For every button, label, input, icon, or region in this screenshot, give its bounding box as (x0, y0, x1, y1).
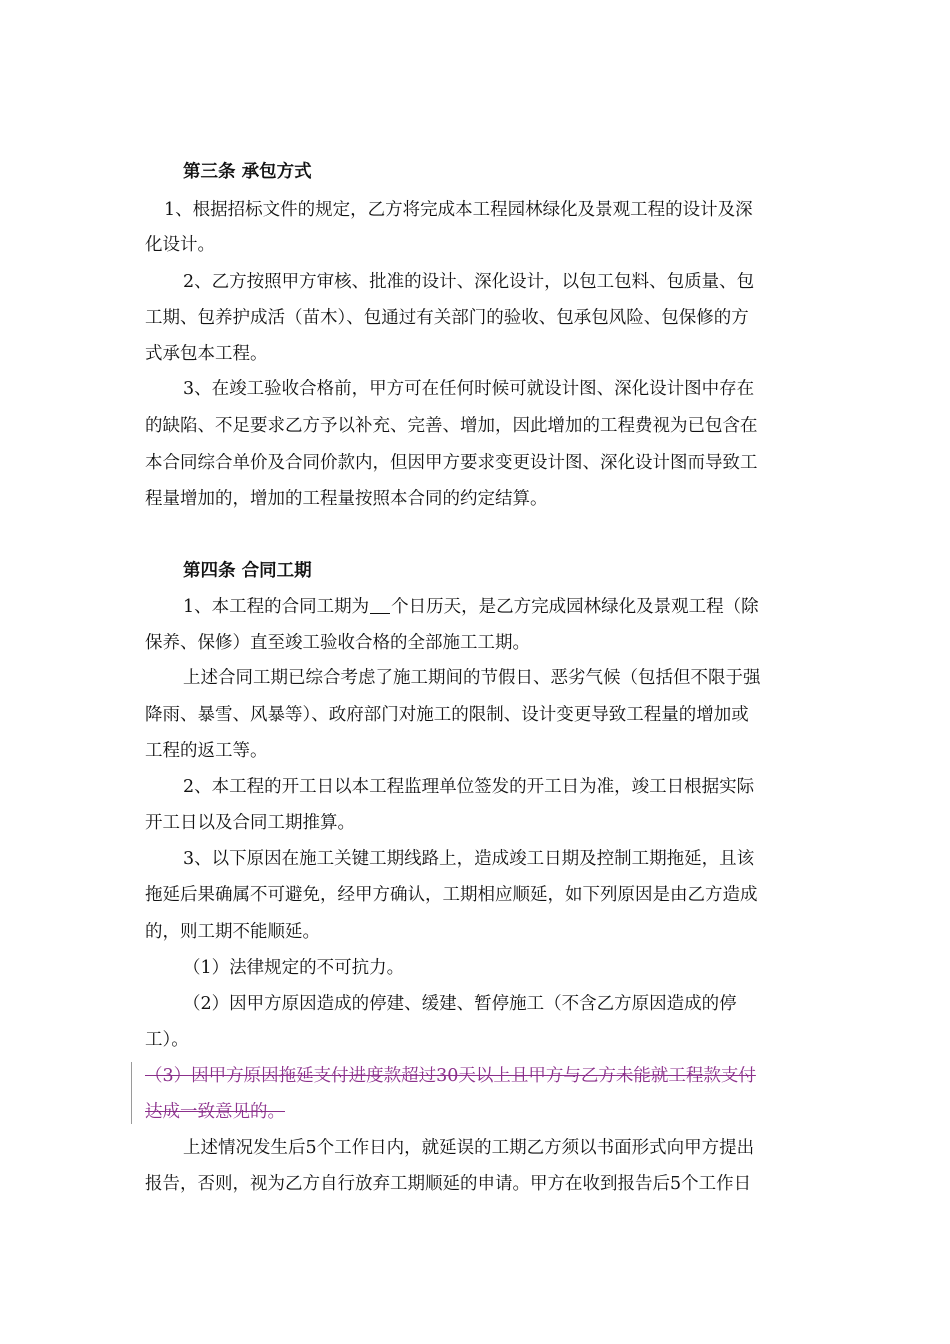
section4-p5-line2: 报告，否则，视为乙方自行放弃工期顺延的申请。甲方在收到报告后5个工作日 (145, 1174, 752, 1194)
section3-p1-line2: 化设计。 (145, 235, 215, 255)
section4-p5-line1: 上述情况发生后5个工作日内，就延误的工期乙方须以书面形式向甲方提出 (183, 1138, 755, 1158)
section4-item3-line2-deleted: 达成一致意见的。 (145, 1102, 285, 1122)
section4-heading: 第四条 合同工期 (183, 561, 312, 581)
section3-heading: 第三条 承包方式 (183, 162, 312, 182)
section4-item1: （1）法律规定的不可抗力。 (183, 958, 405, 978)
section3-p2-line3: 式承包本工程。 (145, 344, 268, 364)
section3-p2-line1: 2、乙方按照甲方审核、批准的设计、深化设计，以包工包料、包质量、包 (183, 272, 755, 292)
section3-p1-line1: 1、根据招标文件的规定，乙方将完成本工程园林绿化及景观工程的设计及深 (164, 200, 753, 220)
section4-p2-line1: 上述合同工期已综合考虑了施工期间的节假日、恶劣气候（包括但不限于强 (183, 668, 761, 688)
section4-p2-line2: 降雨、暴雪、风暴等）、政府部门对施工的限制、设计变更导致工程量的增加或 (145, 705, 749, 725)
section4-item3-line1-deleted: （3）因甲方原因拖延支付进度款超过30天以上且甲方与乙方未能就工程款支付 (145, 1066, 756, 1086)
section3-p3-line4: 程量增加的，增加的工程量按照本合同的约定结算。 (145, 489, 548, 509)
section4-p1-line1-a: 1、本工程的合同工期为 (183, 597, 370, 617)
section4-p3-line2: 开工日以及合同工期推算。 (145, 813, 355, 833)
section4-p1-line1 (183, 594, 950, 620)
section4-p3-line1: 2、本工程的开工日以本工程监理单位签发的开工日为准，竣工日根据实际 (183, 777, 755, 797)
section3-p3-line2: 的缺陷、不足要求乙方予以补充、完善、增加，因此增加的工程费视为已包含在 (145, 416, 758, 436)
section4-p2-line3: 工程的返工等。 (145, 741, 268, 761)
section3-p2-line2: 工期、包养护成活（苗木）、包通过有关部门的验收、包承包风险、包保修的方 (145, 308, 749, 328)
section4-item2-line2: 工）。 (145, 1030, 189, 1050)
section4-item2-line1: （2）因甲方原因造成的停建、缓建、暂停施工（不含乙方原因造成的停 (183, 994, 737, 1014)
section4-p1-line2: 保养、保修）直至竣工验收合格的全部施工工期。 (145, 633, 530, 653)
section3-p3-line3: 本合同综合单价及合同价款内，但因甲方要求变更设计图、深化设计图而导致工 (145, 453, 758, 473)
tracked-change-bar (131, 1062, 132, 1124)
duration-blank (370, 595, 390, 614)
section4-p4-line1: 3、以下原因在施工关键工期线路上，造成竣工日期及控制工期拖延，且该 (183, 849, 755, 869)
section4-p4-line2: 拖延后果确属不可避免，经甲方确认，工期相应顺延，如下列原因是由乙方造成 (145, 885, 758, 905)
section4-p1-line1-b: 个日历天，是乙方完成园林绿化及景观工程（除 (391, 597, 759, 617)
section3-p3-line1: 3、在竣工验收合格前，甲方可在任何时候可就设计图、深化设计图中存在 (183, 379, 755, 399)
section4-p4-line3: 的，则工期不能顺延。 (145, 922, 320, 942)
